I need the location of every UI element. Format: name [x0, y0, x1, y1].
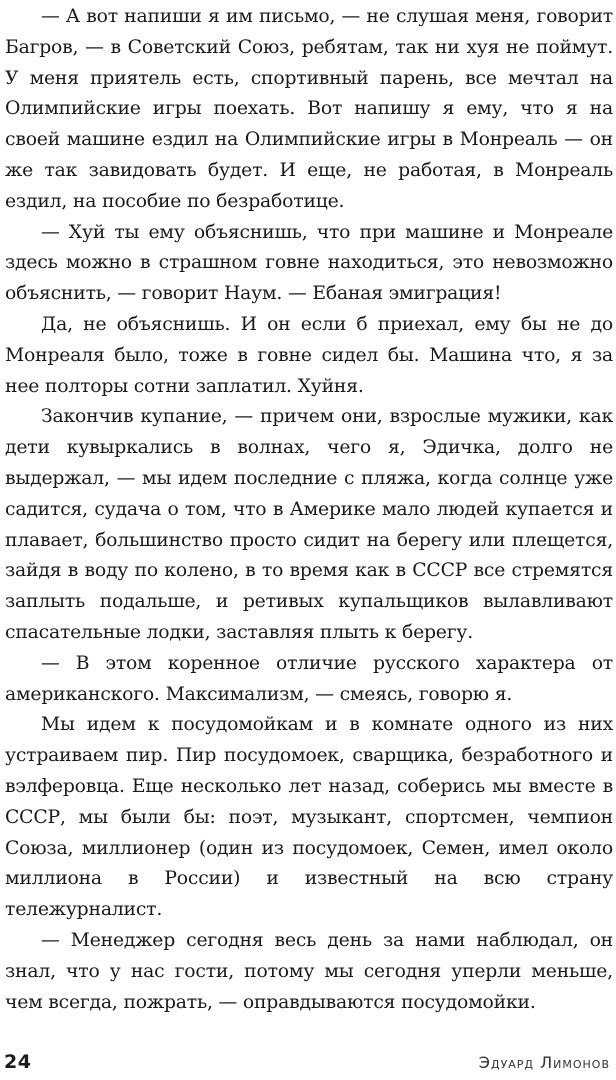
running-author: Эдуард Лимонов [478, 1052, 610, 1072]
page-body-text [5, 2, 613, 1018]
page-footer [4, 1048, 610, 1076]
paragraph-2: — Хуй ты ему объяснишь, что при машине и Монреале здесь можно в страшном говне находиться, это невозможно объяснить, — говорит Наум. — Ебаная эмиграция! [5, 221, 613, 305]
paragraph-6: Мы идем к посудомойкам и в комнате одного из них устраиваем пир. Пир посудомоек, сварщика, безработного и вэлферовца. Еще несколько лет назад, соберись мы вместе в СССР, мы были бы: поэт, музыкант, спортсмен, чемпион Союза, миллионер (один из посудомоек, Семен, имел около миллиона в России) и известный на всю страну тележурналист. [5, 714, 613, 921]
paragraph-5: — В этом коренное отличие русского характера от американского. Максимализм, — смеясь, говорю я. [5, 652, 613, 705]
paragraph-1: — А вот напиши я им письмо, — не слушая меня, говорит Багров, — в Советский Союз, ребятам, так ни хуя не поймут. У меня приятель есть, спортивный парень, все мечтал на Олимпийские игры поехать. Вот напишу я ему, что я на своей машине ездил на Олимпийские игры в Монреаль — он же так завидовать будет. И еще, не работая, в Монреаль ездил, на пособие по безработице. [5, 6, 613, 212]
page-number: 24 [4, 1051, 32, 1073]
paragraph-3: Да, не объяснишь. И он если б приехал, ему бы не до Монреаля было, тоже в говне сидел бы. Машина что, я за нее полторы сотни заплатил. Хуйня. [5, 313, 613, 397]
paragraph-4: Закончив купание, — причем они, взрослые мужики, как дети кувыркались в волнах, чего я, Эдичка, долго не выдержал, — мы идем последние с пляжа, когда солнце уже садится, судача о том, что в Америке мало людей купается и плавает, большинство просто сидит на берегу или плещется, зайдя в воду по колено, в то время как в СССР все стремятся заплыть подальше, и ретивых купальщиков вылавливают спасательные лодки, заставляя плыть к берегу. [5, 406, 613, 643]
paragraph-7: — Менеджер сегодня весь день за нами наблюдал, он знал, что у нас гости, потому мы сегодня уперли меньше, чем всегда, пожрать, — оправдываются посудомойки. [5, 929, 613, 1013]
